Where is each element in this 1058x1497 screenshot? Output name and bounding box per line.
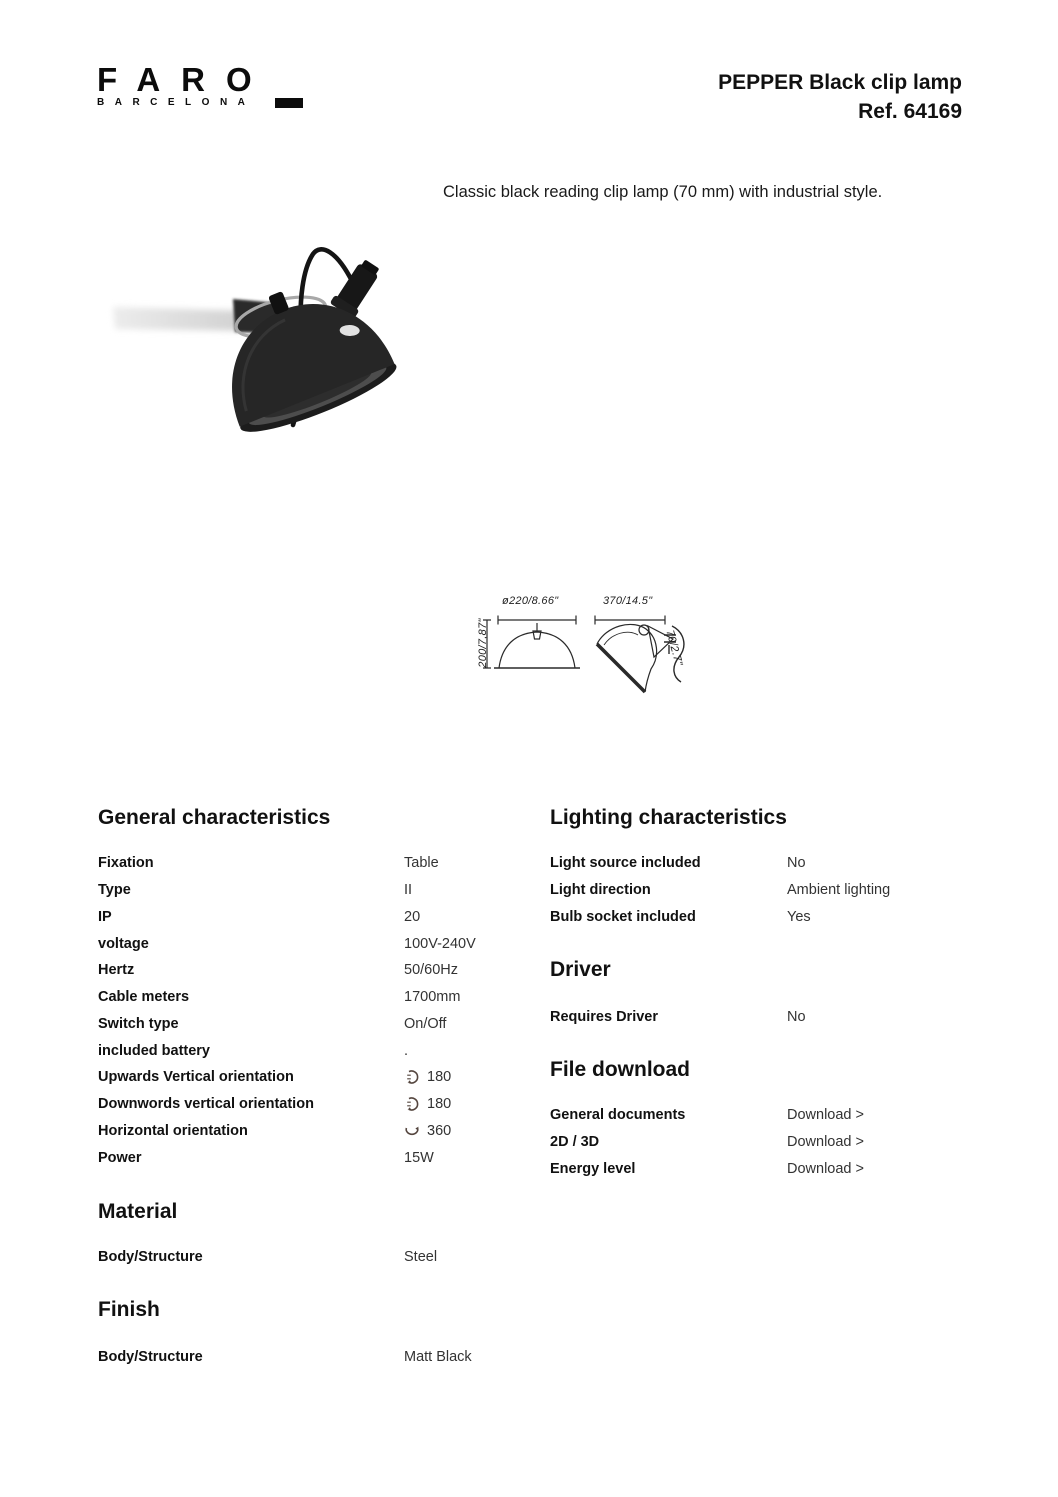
spec-value-text: 360 [427, 1122, 452, 1139]
spec-value-text: 20 [404, 908, 421, 925]
spec-label: Body/Structure [98, 1349, 203, 1366]
spec-row [550, 1102, 970, 1129]
spec-value-text: 50/60Hz [404, 962, 459, 979]
file-download-table [550, 1102, 970, 1182]
spec-value [787, 882, 890, 898]
download-link[interactable] [787, 1161, 864, 1177]
spec-value-text: 100V-240V [404, 935, 476, 952]
spec-row [550, 1004, 970, 1031]
spec-value [404, 909, 420, 925]
spec-value [404, 1069, 451, 1085]
download-link[interactable] [787, 1107, 864, 1123]
general-characteristics-heading: General characteristics [98, 806, 331, 829]
spec-value [787, 855, 806, 871]
spec-label: Downwords vertical orientation [98, 1096, 314, 1113]
spec-label: Power [98, 1149, 142, 1166]
spec-row [98, 984, 558, 1011]
spec-value-text: Yes [787, 908, 811, 925]
spec-value-text: Table [404, 855, 439, 872]
general-characteristics-table [98, 850, 558, 1171]
faro-logo-subtitle: BARCELONA [97, 97, 256, 108]
spec-row [550, 904, 970, 931]
spec-value-text: II [404, 882, 413, 899]
spec-label: included battery [98, 1042, 210, 1059]
spec-value-text: Ambient lighting [787, 882, 891, 899]
finish-table [98, 1344, 558, 1371]
spec-value [404, 1249, 437, 1265]
spec-value [404, 855, 439, 871]
spec-value [404, 1123, 451, 1139]
spec-value-text: Matt Black [404, 1349, 472, 1366]
logo-bar [275, 98, 303, 108]
material-table [98, 1244, 558, 1271]
lighting-characteristics-heading: Lighting characteristics [550, 806, 787, 829]
spec-label: Hertz [98, 962, 135, 979]
product-description: Classic black reading clip lamp (70 mm) with industrial style. [443, 183, 883, 201]
spec-label: Switch type [98, 1015, 179, 1032]
spec-row [550, 1129, 970, 1156]
spec-row [98, 850, 558, 877]
spec-value [404, 1096, 451, 1112]
spec-label: Light direction [550, 882, 651, 899]
product-photo [85, 237, 415, 432]
product-ref: Ref. 64169 [858, 100, 962, 123]
spec-value-text: 180 [427, 1069, 452, 1086]
spec-value-text: Download > [787, 1107, 864, 1124]
clip-lamp-photo [85, 237, 415, 432]
spec-label: 2D / 3D [550, 1134, 600, 1151]
material-heading: Material [98, 1200, 178, 1223]
spec-value [404, 989, 460, 1005]
spec-row [98, 1091, 558, 1118]
spec-value-text: Steel [404, 1249, 438, 1266]
dimension-diagram [476, 584, 691, 704]
spec-label: Energy level [550, 1160, 636, 1177]
spec-label: voltage [98, 935, 149, 952]
spec-row [98, 957, 558, 984]
download-link[interactable] [787, 1134, 864, 1150]
spec-row [98, 877, 558, 904]
spec-row [98, 1011, 558, 1038]
driver-table [550, 1004, 970, 1031]
spec-row [550, 877, 970, 904]
spec-value [787, 1009, 806, 1025]
spec-row [98, 1244, 558, 1271]
product-title-block [718, 68, 962, 126]
spec-label: Fixation [98, 855, 154, 872]
spec-value [404, 882, 412, 898]
faro-logo [97, 61, 309, 108]
rotate-vertical-icon [404, 1069, 420, 1085]
spec-label: Light source included [550, 855, 701, 872]
spec-value-text: 180 [427, 1096, 452, 1113]
product-title: PEPPER Black clip lamp [718, 71, 962, 94]
spec-value [404, 962, 458, 978]
spec-value [404, 1016, 446, 1032]
spec-value [404, 936, 476, 952]
rotate-vertical-icon [404, 1096, 420, 1112]
spec-label: Requires Driver [550, 1009, 658, 1026]
spec-value-text: 15W [404, 1149, 434, 1166]
rotate-horizontal-icon [404, 1123, 420, 1139]
spec-row [98, 904, 558, 931]
spec-row [98, 1037, 558, 1064]
dim-front-width: ø220/8.66" [502, 595, 559, 607]
faro-logo-text: FARO [97, 61, 273, 98]
spec-value-text: No [787, 855, 806, 872]
spec-label: Horizontal orientation [98, 1122, 248, 1139]
spec-label: Upwards Vertical orientation [98, 1069, 294, 1086]
spec-label: Type [98, 882, 131, 899]
spec-label: IP [98, 908, 112, 925]
driver-heading: Driver [550, 958, 611, 981]
spec-value-text: . [404, 1042, 409, 1059]
spec-label: Body/Structure [98, 1249, 203, 1266]
spec-value [404, 1043, 408, 1059]
dim-side-width: 370/14.5" [603, 595, 653, 607]
spec-value-text: No [787, 1009, 806, 1026]
spec-label: Bulb socket included [550, 908, 696, 925]
spec-value-text: Download > [787, 1160, 864, 1177]
dim-front-height: 200/7,87" [477, 618, 489, 668]
spec-row [98, 1118, 558, 1145]
finish-heading: Finish [98, 1298, 160, 1321]
spec-value [404, 1150, 434, 1166]
spec-row [98, 1144, 558, 1171]
spec-value-text: Download > [787, 1134, 864, 1151]
spec-value-text: 1700mm [404, 989, 461, 1006]
file-download-heading: File download [550, 1058, 690, 1081]
spec-row [550, 1156, 970, 1183]
spec-value-text: On/Off [404, 1015, 447, 1032]
spec-label: Cable meters [98, 989, 190, 1006]
lighting-characteristics-table [550, 850, 970, 930]
spec-value [404, 1349, 472, 1365]
spec-row [98, 1344, 558, 1371]
dim-side-depth: 70/2.7" [663, 628, 685, 668]
spec-row [98, 1064, 558, 1091]
spec-value [787, 909, 811, 925]
spec-row [550, 850, 970, 877]
spec-row [98, 930, 558, 957]
spec-label: General documents [550, 1107, 686, 1124]
